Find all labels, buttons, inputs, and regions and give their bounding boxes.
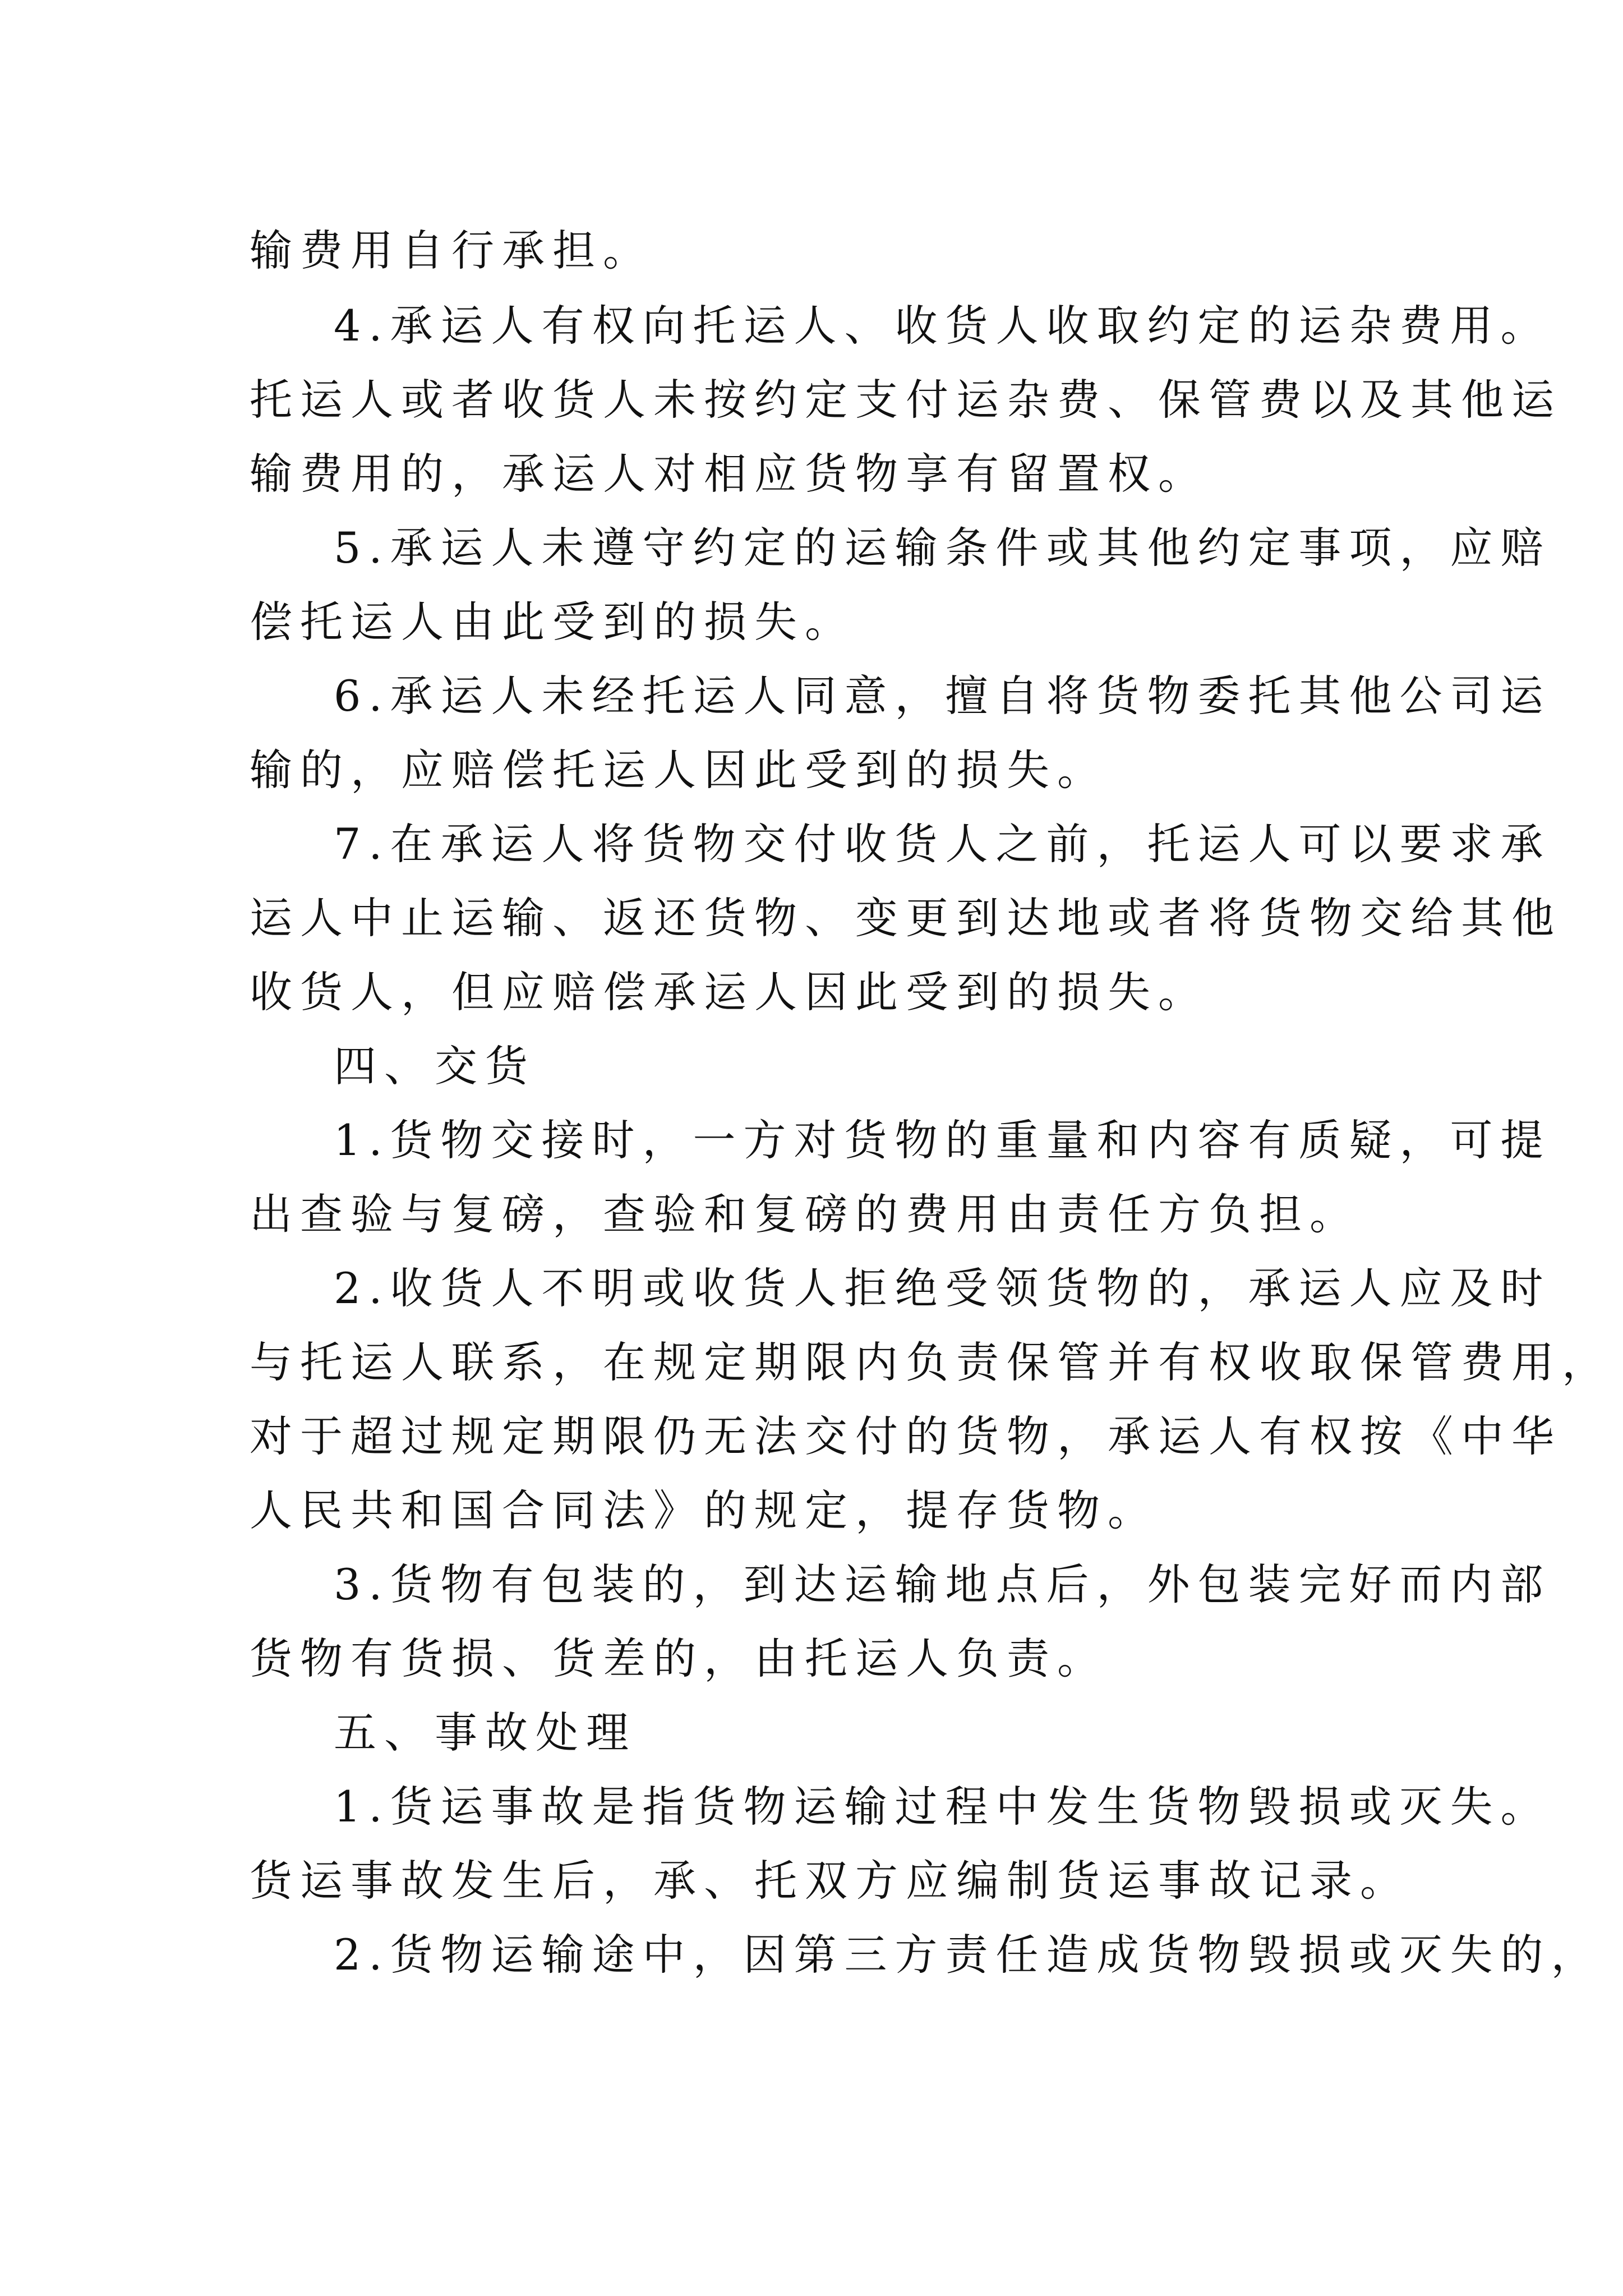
- text-line: 6.承运人未经托运人同意，擅自将货物委托其他公司运: [334, 671, 1551, 721]
- text-line: 2.收货人不明或收货人拒绝受领货物的，承运人应及时: [334, 1263, 1551, 1313]
- text-line: 偿托运人由此受到的损失。: [250, 597, 855, 647]
- text-line: 人民共和国合同法》的规定，提存货物。: [250, 1485, 1158, 1535]
- text-line: 3.货物有包装的，到达运输地点后，外包装完好而内部: [334, 1559, 1551, 1609]
- text-line: 4.承运人有权向托运人、收货人收取约定的运杂费用。: [334, 301, 1551, 351]
- text-line: 与托运人联系，在规定期限内负责保管并有权收取保管费用，: [250, 1337, 1612, 1387]
- text-line: 货物有货损、货差的，由托运人负责。: [250, 1634, 1108, 1683]
- text-line: 输费用自行承担。: [250, 226, 653, 275]
- text-line: 对于超过规定期限仍无法交付的货物，承运人有权按《中华: [250, 1411, 1562, 1461]
- text-line: 收货人，但应赔偿承运人因此受到的损失。: [250, 967, 1209, 1017]
- text-line: 运人中止运输、返还货物、变更到达地或者将货物交给其他: [250, 893, 1562, 943]
- section-heading: 五、事故处理: [334, 1708, 637, 1757]
- section-heading: 四、交货: [334, 1041, 536, 1091]
- text-line: 输的，应赔偿托运人因此受到的损失。: [250, 745, 1108, 795]
- text-line: 1.货物交接时，一方对货物的重量和内容有质疑，可提: [334, 1115, 1551, 1165]
- text-line: 7.在承运人将货物交付收货人之前，托运人可以要求承: [334, 819, 1551, 869]
- text-line: 输费用的，承运人对相应货物享有留置权。: [250, 449, 1209, 499]
- text-line: 1.货运事故是指货物运输过程中发生货物毁损或灭失。: [334, 1782, 1551, 1832]
- text-line: 2.货物运输途中，因第三方责任造成货物毁损或灭失的，: [334, 1930, 1602, 1980]
- text-line: 托运人或者收货人未按约定支付运杂费、保管费以及其他运: [250, 375, 1562, 425]
- text-line: 出查验与复磅，查验和复磅的费用由责任方负担。: [250, 1189, 1360, 1239]
- text-line: 5.承运人未遵守约定的运输条件或其他约定事项，应赔: [334, 523, 1551, 573]
- text-line: 货运事故发生后，承、托双方应编制货运事故记录。: [250, 1856, 1410, 1906]
